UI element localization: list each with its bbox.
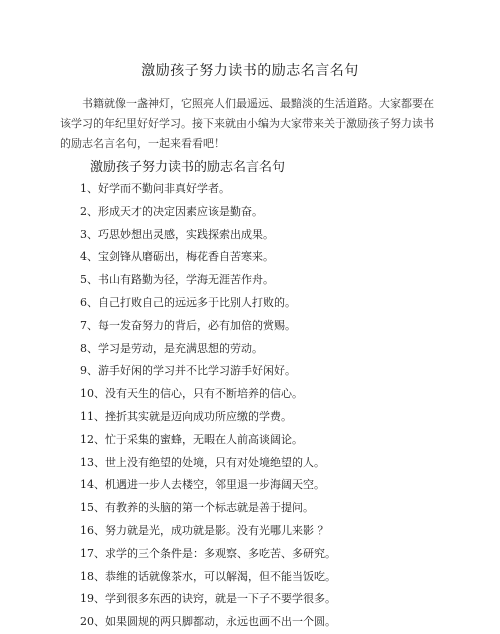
item-number: 19、 — [80, 592, 105, 606]
intro-paragraph: 书籍就像一盏神灯，它照亮人们最遥远、最黯淡的生活道路。大家都要在该学习的年纪里好好学习。接下来就由小编为大家带来关于激励孩子努力读书的励志名言名句，一起来看看吧！ — [60, 97, 434, 150]
list-item — [80, 246, 336, 269]
list-item — [80, 338, 336, 361]
item-text: 努力就是光，成功就是影。没有光哪儿来影 ？ — [105, 523, 329, 537]
item-number: 12、 — [80, 432, 105, 446]
item-text: 书山有路勤为径，学海无涯苦作舟。 — [98, 273, 274, 287]
item-text: 机遇进一步人去楼空，邻里退一步海阔天空。 — [105, 478, 325, 492]
item-number: 1、 — [80, 182, 98, 195]
item-number: 20、 — [80, 615, 105, 629]
item-number: 5、 — [80, 273, 98, 287]
item-number: 7、 — [80, 318, 98, 332]
item-text: 没有天生的信心，只有不断培养的信心。 — [105, 387, 303, 401]
item-text: 有教养的头脑的第一个标志就是善于提问。 — [105, 501, 314, 515]
item-text: 巧思妙想出灵感，实践探索出成果。 — [98, 227, 274, 241]
list-item — [80, 224, 336, 247]
item-text: 世上没有绝望的处境，只有对处境绝望的人。 — [105, 455, 325, 469]
item-text: 学到很多东西的诀窍，就是一下子不要学很多。 — [105, 592, 336, 606]
item-text: 自己打败自己的远远多于比别人打败的。 — [98, 295, 296, 309]
item-text: 求学的三个条件是：多观察、多吃苦、多研究。 — [105, 546, 336, 560]
item-text: 每一发奋努力的背后，必有加倍的赏赐。 — [98, 318, 296, 332]
item-number: 17、 — [80, 546, 105, 560]
list-item — [80, 269, 336, 292]
item-text: 恭维的话就像茶水，可以解渴，但不能当饭吃。 — [105, 569, 336, 583]
item-text: 宝剑锋从磨砺出，梅花香自苦寒来。 — [98, 250, 274, 264]
item-text: 好学而不勤问非真好学者。 — [98, 182, 230, 195]
item-text: 形成天才的决定因素应该是勤奋。 — [98, 204, 263, 218]
list-item — [80, 474, 336, 497]
list-item — [80, 520, 336, 543]
item-number: 9、 — [80, 364, 98, 378]
item-number: 4、 — [80, 250, 98, 264]
list-item — [80, 566, 336, 589]
list-item — [80, 497, 336, 520]
list-item — [80, 201, 336, 224]
item-number: 18、 — [80, 569, 105, 583]
item-number: 8、 — [80, 341, 98, 355]
item-text: 游手好闲的学习并不比学习游手好闲好。 — [98, 364, 296, 378]
list-item — [80, 543, 336, 566]
page-title: 激励孩子努力读书的励志名言名句 — [141, 63, 359, 79]
item-text: 忙于采集的蜜蜂，无暇在人前高谈阔论。 — [105, 432, 303, 446]
item-number: 10、 — [80, 387, 105, 401]
item-number: 2、 — [80, 204, 98, 218]
list-item — [80, 383, 336, 406]
item-number: 14、 — [80, 478, 105, 492]
item-number: 13、 — [80, 455, 105, 469]
list-item — [80, 406, 336, 429]
section-heading: 激励孩子努力读书的励志名言名句 — [90, 160, 286, 175]
list-item — [80, 429, 336, 452]
item-number: 15、 — [80, 501, 105, 515]
list-item — [80, 178, 336, 201]
item-text: 学习是劳动，是充满思想的劳动。 — [98, 341, 263, 355]
item-number: 16、 — [80, 523, 105, 537]
list-item — [80, 315, 336, 338]
item-text: 挫折其实就是迈向成功所应缴的学费。 — [105, 409, 292, 423]
item-text: 如果圆规的两只脚都动，永远也画不出一个圆。 — [105, 615, 336, 629]
item-number: 6、 — [80, 295, 98, 309]
list-item — [80, 292, 336, 315]
list-item — [80, 360, 336, 383]
item-number: 11、 — [80, 409, 105, 423]
list-item — [80, 611, 336, 634]
item-number: 3、 — [80, 227, 98, 241]
list-item — [80, 452, 336, 475]
list-item — [80, 588, 336, 611]
